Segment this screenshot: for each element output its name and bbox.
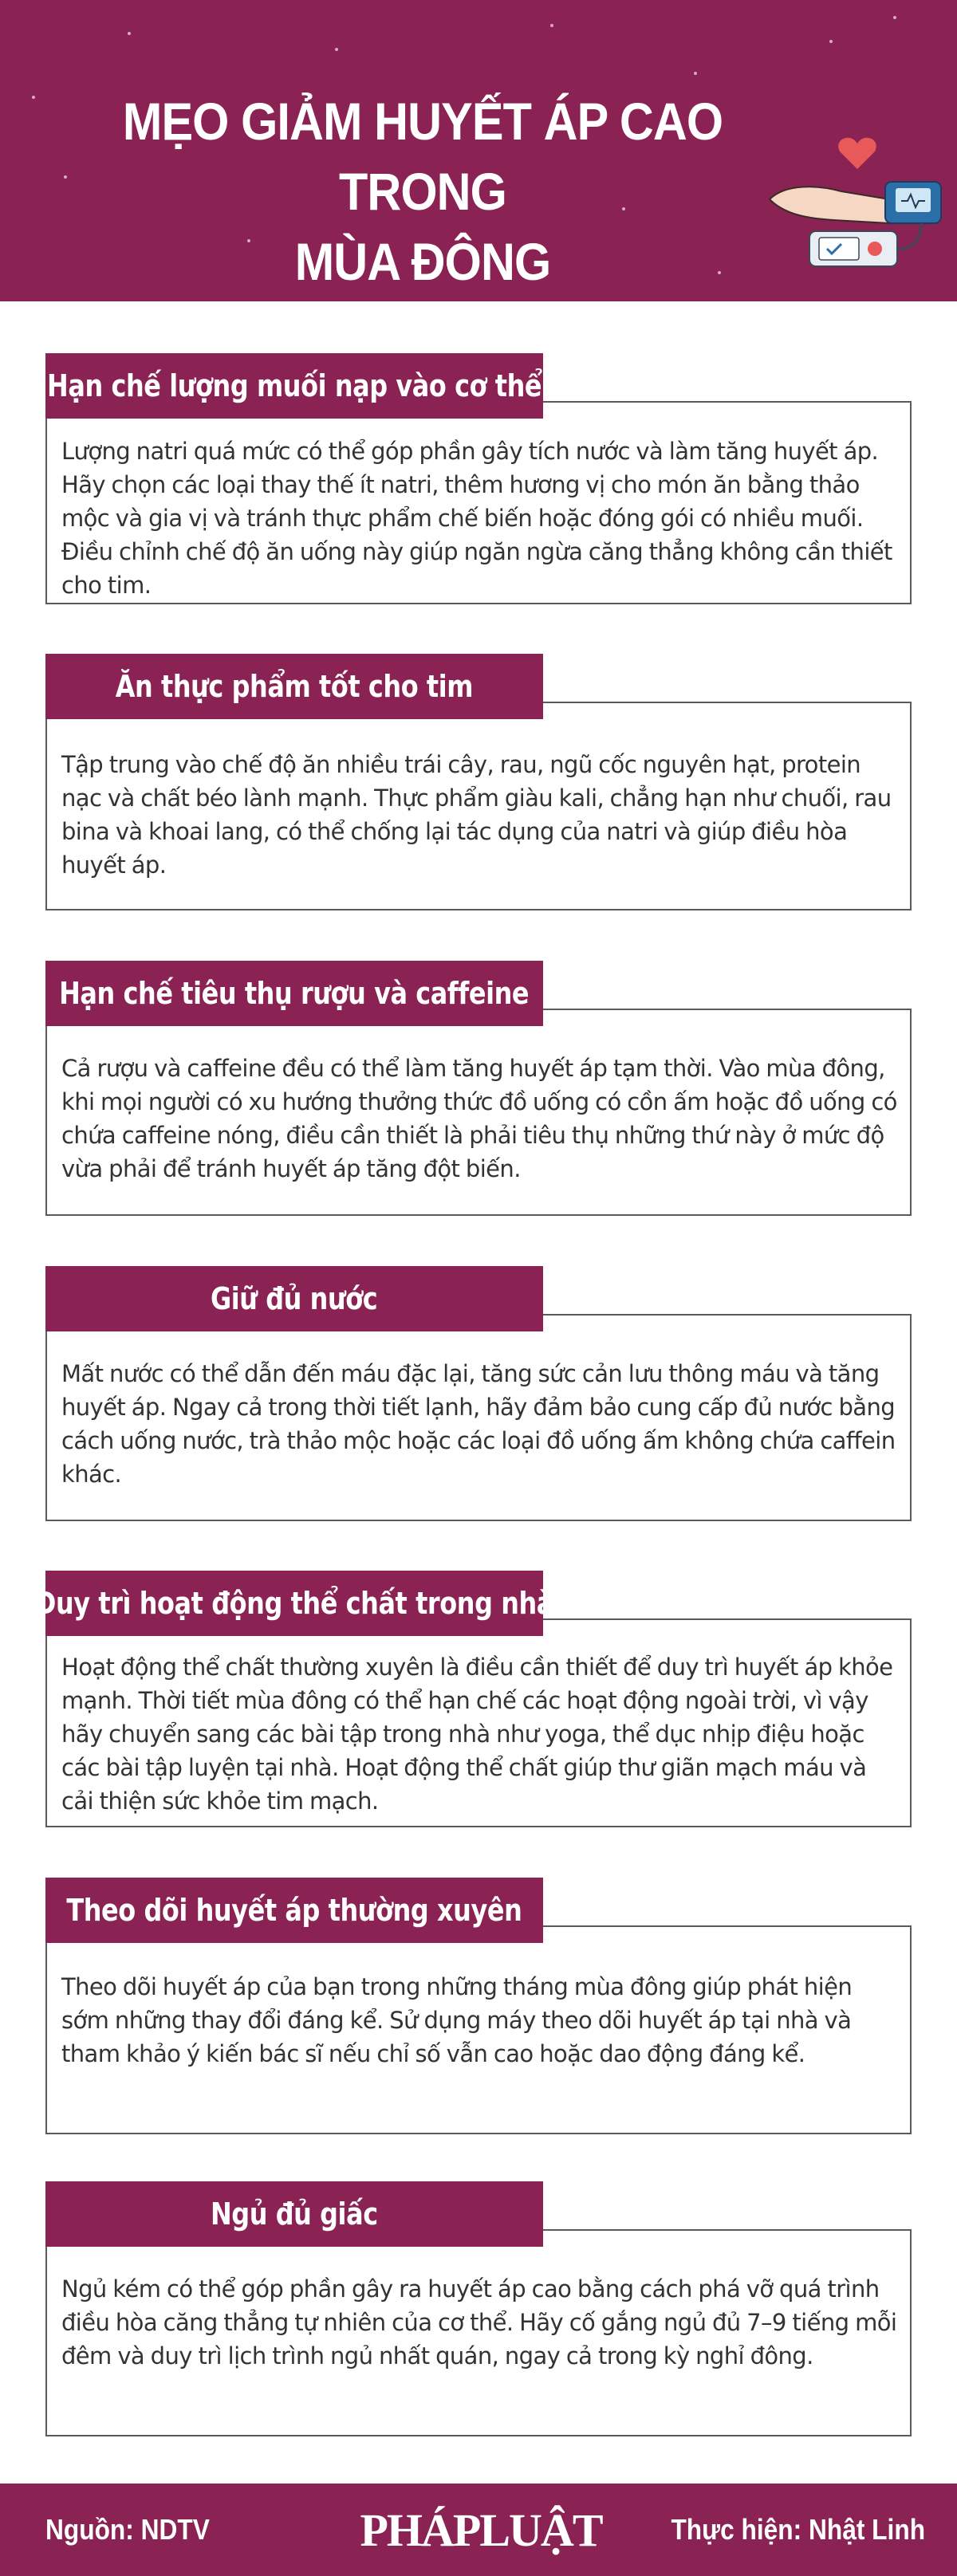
tip-heading [45,1878,543,1943]
tip-heading-text: Hạn chế lượng muối nạp vào cơ thể [46,368,542,403]
tip-body: Mất nước có thể dẫn đến máu đặc lại, tăng sức cản lưu thông máu và tăng huyết áp. Ngay cả trong thời tiết lạnh, hãy đảm bảo cung cấp đủ nước bằng cách uống nước, trà thảo mộc hoặc các loại đồ uống ấm không chứa caffein khác. [61,1360,896,1488]
source-label [45,2484,232,2576]
tip-heading-text: Theo dõi huyết áp thường xuyên [66,1893,522,1928]
blood-pressure-monitor-icon [754,112,957,271]
tip-heading-text: Ngủ đủ giấc [211,2196,378,2232]
tip-body-box [45,1925,912,2134]
tip-body: Theo dõi huyết áp của bạn trong những tháng mùa đông giúp phát hiện sớm những thay đổi đáng kể. Sử dụng máy theo dõi huyết áp tại nhà và tham khảo ý kiến bác sĩ nếu chỉ số vẫn cao hoặc dao động đáng kể. [61,1973,853,2067]
tip-section-5 [35,1571,915,1827]
tip-body: Hoạt động thể chất thường xuyên là điều cần thiết để duy trì huyết áp khỏe mạnh. Thời tiết mùa đông có thể hạn chế các hoạt động ngoài trời, vì vậy hãy chuyển sang các bài tập trong nhà như yoga, thể dục nhịp điệu hoặc các bài tập luyện tại nhà. Hoạt động thể chất giúp thư giãn mạch máu và cải thiện sức khỏe tim mạch. [61,1654,893,1815]
tip-heading [45,654,543,719]
author-credit-text: Thực hiện: Nhật Linh [671,2513,925,2546]
tip-heading [45,353,543,419]
tip-section-2 [45,654,915,910]
tip-body-box [45,401,912,604]
header-banner [0,0,957,301]
tip-body: Tập trung vào chế độ ăn nhiều trái cây, rau, ngũ cốc nguyên hạt, protein nạc và chất béo lành mạnh. Thực phẩm giàu kali, chẳng hạn như chuối, rau bina và khoai lang, có thể chống lại tác dụng của natri và giúp điều hòa huyết áp. [61,751,892,879]
tip-body: Cả rượu và caffeine đều có thể làm tăng huyết áp tạm thời. Vào mùa đông, khi mọi người có xu hướng thưởng thức đồ uống có cồn ấm hoặc đồ uống có chứa caffeine nóng, điều cần thiết là phải tiêu thụ những thứ này ở mức độ vừa phải để tránh huyết áp tăng đột biến. [61,1055,897,1182]
tip-section-3 [45,961,915,1216]
tip-heading-text: Hạn chế tiêu thụ rượu và caffeine [59,976,530,1011]
publisher-logo-text: PHÁPLUẬT [360,2503,602,2556]
tip-section-1 [45,353,915,604]
tip-section-6 [45,1878,915,2134]
tip-body-box [45,1314,912,1521]
publisher-logo[interactable] [360,2498,602,2562]
tip-body-box [45,1618,912,1827]
title-line-1: MẸO GIẢM HUYẾT ÁP CAO TRONG [122,92,723,221]
tip-heading [45,961,543,1026]
tip-body: Lượng natri quá mức có thể góp phần gây tích nước và làm tăng huyết áp. Hãy chọn các loại thay thế ít natri, thêm hương vị cho món ăn bằng thảo mộc và gia vị và tránh thực phẩm chế biến hoặc đóng gói có nhiều muối. Điều chỉnh chế độ ăn uống này giúp ngăn ngừa căng thẳng không cần thiết cho tim. [61,438,892,599]
author-credit [636,2484,925,2576]
tip-section-7 [45,2181,915,2436]
tip-heading-text: Giữ đủ nước [211,1281,378,1316]
tip-body-box [45,2229,912,2436]
title-line-2: MÙA ĐÔNG [294,232,551,291]
tip-section-4 [45,1266,915,1521]
page-title [85,86,760,297]
footer-bar [0,2484,957,2576]
tip-body-box [45,702,912,910]
source-text: Nguồn: NDTV [45,2513,210,2546]
tip-heading [35,1571,554,1636]
tip-heading-text: Ăn thực phẩm tốt cho tim [115,669,474,704]
tip-heading-text: Duy trì hoạt động thể chất trong nhà [35,1586,554,1621]
tip-body-box [45,1009,912,1216]
tip-heading [45,2181,543,2247]
tip-body: Ngủ kém có thể góp phần gây ra huyết áp cao bằng cách phá vỡ quá trình điều hòa căng thẳng tự nhiên của cơ thể. Hãy cố gắng ngủ đủ 7–9 tiếng mỗi đêm và duy trì lịch trình ngủ nhất quán, ngay cả trong kỳ nghỉ đông. [61,2275,897,2370]
tip-heading [45,1266,543,1331]
